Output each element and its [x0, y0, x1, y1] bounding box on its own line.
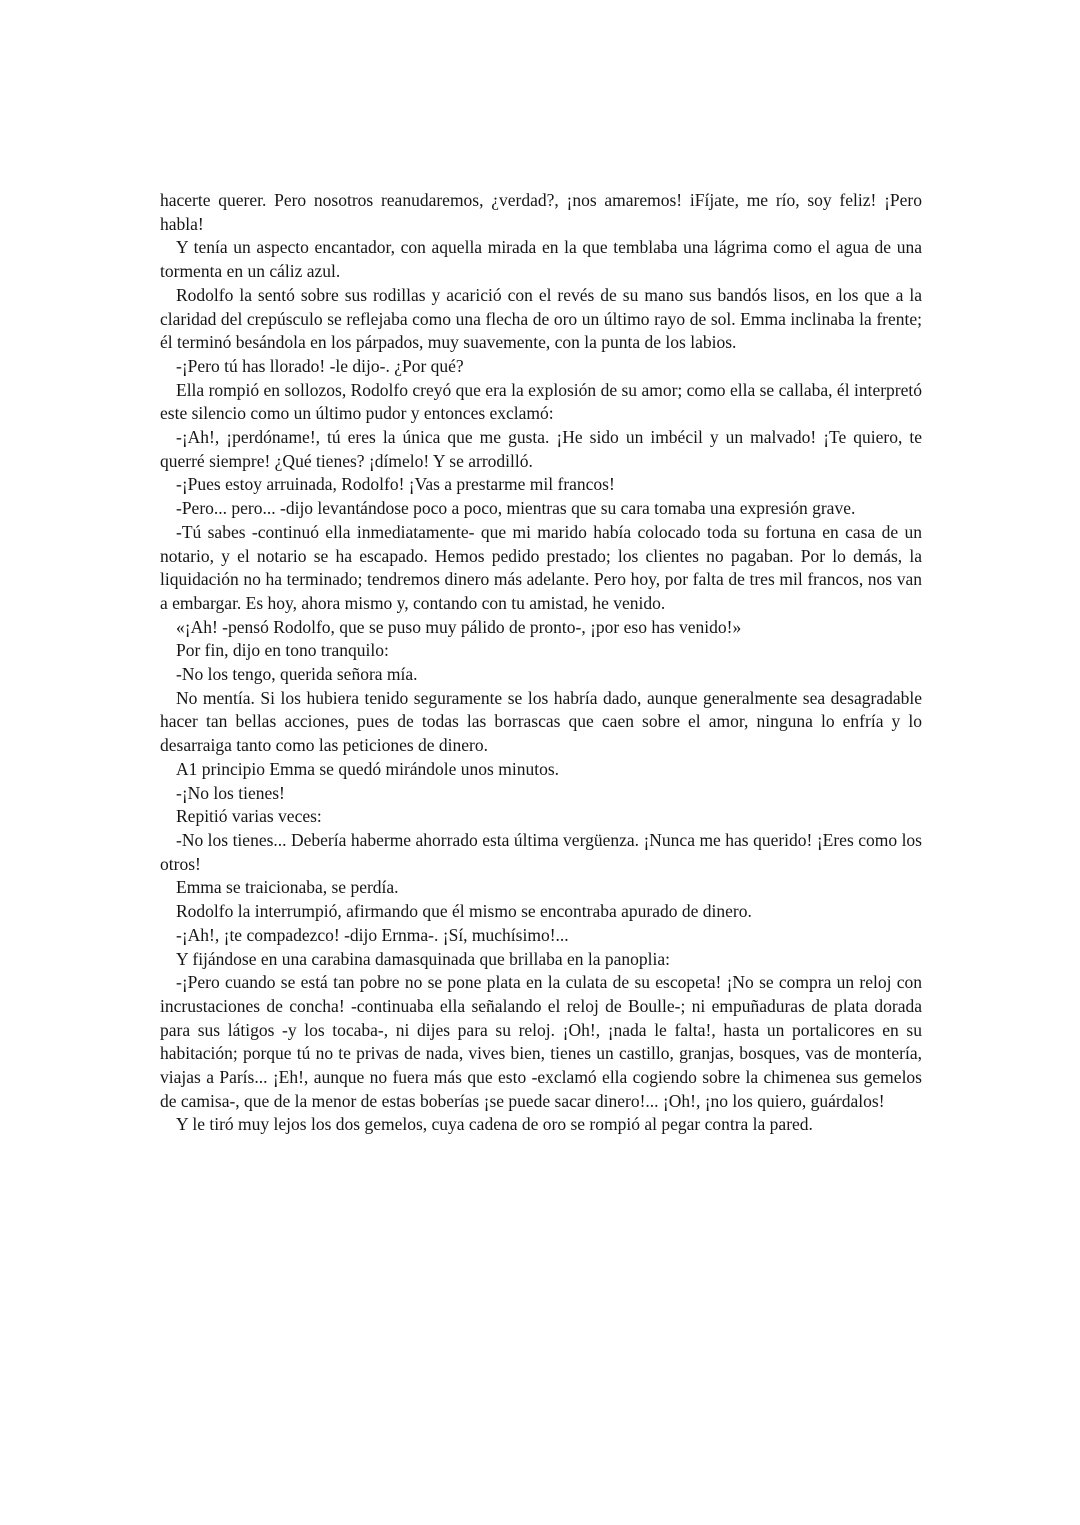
paragraph: Por fin, dijo en tono tranquilo:: [176, 640, 389, 661]
paragraph: Y tenía un aspecto encantador, con aquella mirada en la que temblaba una lágrima como el agua de una tormenta en un cáliz azul.: [160, 237, 922, 282]
paragraph: Emma se traicionaba, se perdía.: [176, 877, 399, 898]
paragraph: -No los tienes... Debería haberme ahorrado esta última vergüenza. ¡Nunca me has querido! ¡Eres como los otros!: [160, 829, 922, 874]
text-block: [160, 189, 922, 1137]
paragraph: -¡Ah!, ¡perdóname!, tú eres la única que me gusta. ¡He sido un imbécil y un malvado! ¡Te quiero, te querré siempre! ¿Qué tienes? ¡dímelo! Y se arrodilló.: [160, 427, 922, 471]
paragraph: -¡Ah!, ¡te compadezco! -dijo Ernma-. ¡Sí, muchísimo!...: [176, 924, 569, 945]
paragraph: -¡No los tienes!: [176, 782, 285, 803]
paragraph: Rodolfo la interrumpió, afirmando que él mismo se encontraba apurado de dinero.: [176, 901, 752, 922]
paragraph: A1 principio Emma se quedó mirándole unos minutos.: [176, 758, 560, 779]
paragraph: «¡Ah! -pensó Rodolfo, que se puso muy pálido de pronto-, ¡por eso has venido!»: [176, 616, 742, 637]
paragraph: hacerte querer. Pero nosotros reanudaremos, ¿verdad?, ¡nos amaremos! iFíjate, me río, soy feliz! ¡Pero habla!: [160, 190, 922, 234]
paragraph: Repitió varias veces:: [176, 806, 322, 827]
paragraph: Rodolfo la sentó sobre sus rodillas y acarició con el revés de su mano sus bandós lisos, en los que a la claridad del crepúsculo se reflejaba como una flecha de oro un último rayo de sol. Emma inclinaba la frente; él terminó besándola en los párpados, muy suavemente, con la punta de los labios.: [160, 284, 922, 353]
paragraph: -No los tengo, querida señora mía.: [176, 664, 418, 685]
paragraph: -Pero... pero... -dijo levantándose poco a poco, mientras que su cara tomaba una expresión grave.: [176, 498, 856, 519]
paragraph: -¡Pues estoy arruinada, Rodolfo! ¡Vas a prestarme mil francos!: [176, 474, 615, 495]
paragraph: -Tú sabes -continuó ella inmediatamente- que mi marido había colocado toda su fortuna en casa de un notario, y el notario se ha escapado. Hemos pedido prestado; los clientes no pagaban. Por lo demás, la liquidación no ha terminado; tendremos dinero más adelante. Pero hoy, por falta de tres mil francos, nos van a embargar. Es hoy, ahora mismo y, contando con tu amistad, he venido.: [160, 521, 922, 613]
paragraph: No mentía. Si los hubiera tenido seguramente se los habría dado, aunque generalmente sea desagradable hacer tan bellas acciones, pues de todas las borrascas que caen sobre el amor, ninguna lo enfría y lo desarraiga tanto como las peticiones de dinero.: [160, 687, 922, 756]
paragraph: -¡Pero cuando se está tan pobre no se pone plata en la culata de su escopeta! ¡No se compra un reloj con incrustaciones de concha! -continuaba ella señalando el reloj de Boulle-; ni empuñaduras de plata dorada para sus látigos -y los tocaba-, ni dijes para su reloj. ¡Oh!, ¡nada le falta!, hasta un portalicores en su habitación; porque tú no te privas de nada, vives bien, tienes un castillo, granjas, bosques, vas de montería, viajas a París... ¡Eh!, aunque no fuera más que esto -exclamó ella cogiendo sobre la chimenea sus gemelos de camisa-, que de la menor de estas boberías ¡se puede sacar dinero!... ¡Oh!, ¡no los quiero, guárdalos!: [160, 972, 922, 1111]
paragraph: Y fijándose en una carabina damasquinada que brillaba en la panoplia:: [176, 948, 671, 969]
paragraph: -¡Pero tú has llorado! -le dijo-. ¿Por qué?: [176, 355, 464, 376]
paragraph: Ella rompió en sollozos, Rodolfo creyó que era la explosión de su amor; como ella se callaba, él interpretó este silencio como un último pudor y entonces exclamó:: [160, 379, 922, 424]
paragraph: Y le tiró muy lejos los dos gemelos, cuya cadena de oro se rompió al pegar contra la pared.: [176, 1114, 813, 1135]
